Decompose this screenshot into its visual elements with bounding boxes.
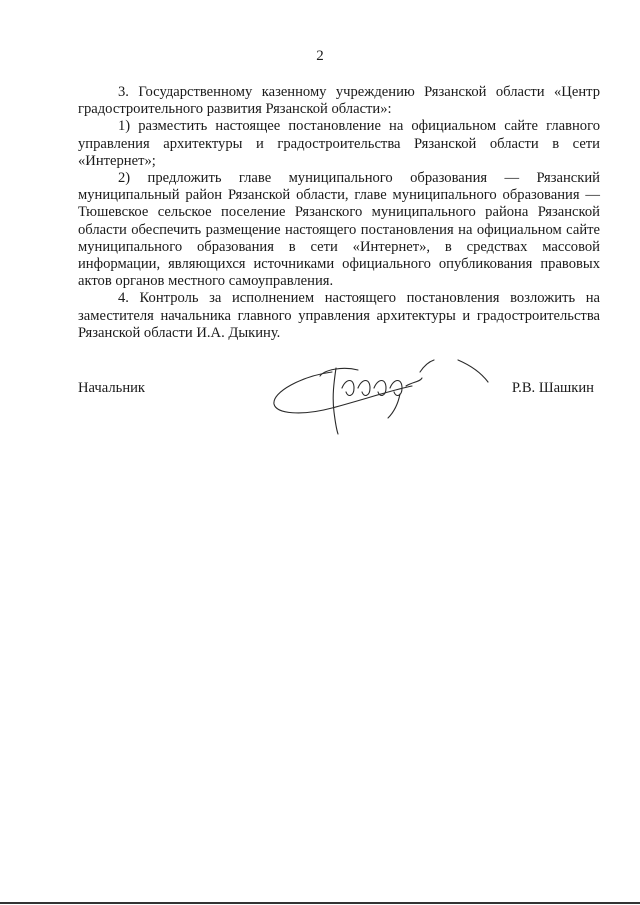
page-number: 2 (316, 48, 324, 64)
signature-block (78, 380, 600, 440)
signatory-name: Р.В. Шашкин (511, 380, 594, 396)
paragraph-item-4: 4. Контроль за исполнением настоящего постановления возложить на заместителя начальника главного управления архитектуры и градостроительства Рязанской области И.А. Дыкину. (78, 290, 600, 341)
paragraph-subitem-2: 2) предложить главе муниципального образования — Рязанский муниципальный район Рязанской области, главе муниципального образования — Тюшевское сельское поселение Рязанского муниципального района Рязанской области обеспечить размещение настоящего постановления на официальном сайте муниципального образования в сети «Интернет», в средствах массовой информации, являющихся источниками официального опубликования правовых актов органов местного самоуправления. (78, 170, 600, 290)
paragraph-item-3: 3. Государственному казенному учреждению Рязанской области «Центр градостроительного развития Рязанской области»: (78, 84, 600, 118)
document-body (78, 84, 600, 342)
paragraph-subitem-1: 1) разместить настоящее постановление на официальном сайте главного управления архитектуры и градостроительства Рязанской области в сети «Интернет»; (78, 118, 600, 169)
signatory-title: Начальник (78, 380, 146, 396)
bottom-rule (0, 902, 640, 904)
